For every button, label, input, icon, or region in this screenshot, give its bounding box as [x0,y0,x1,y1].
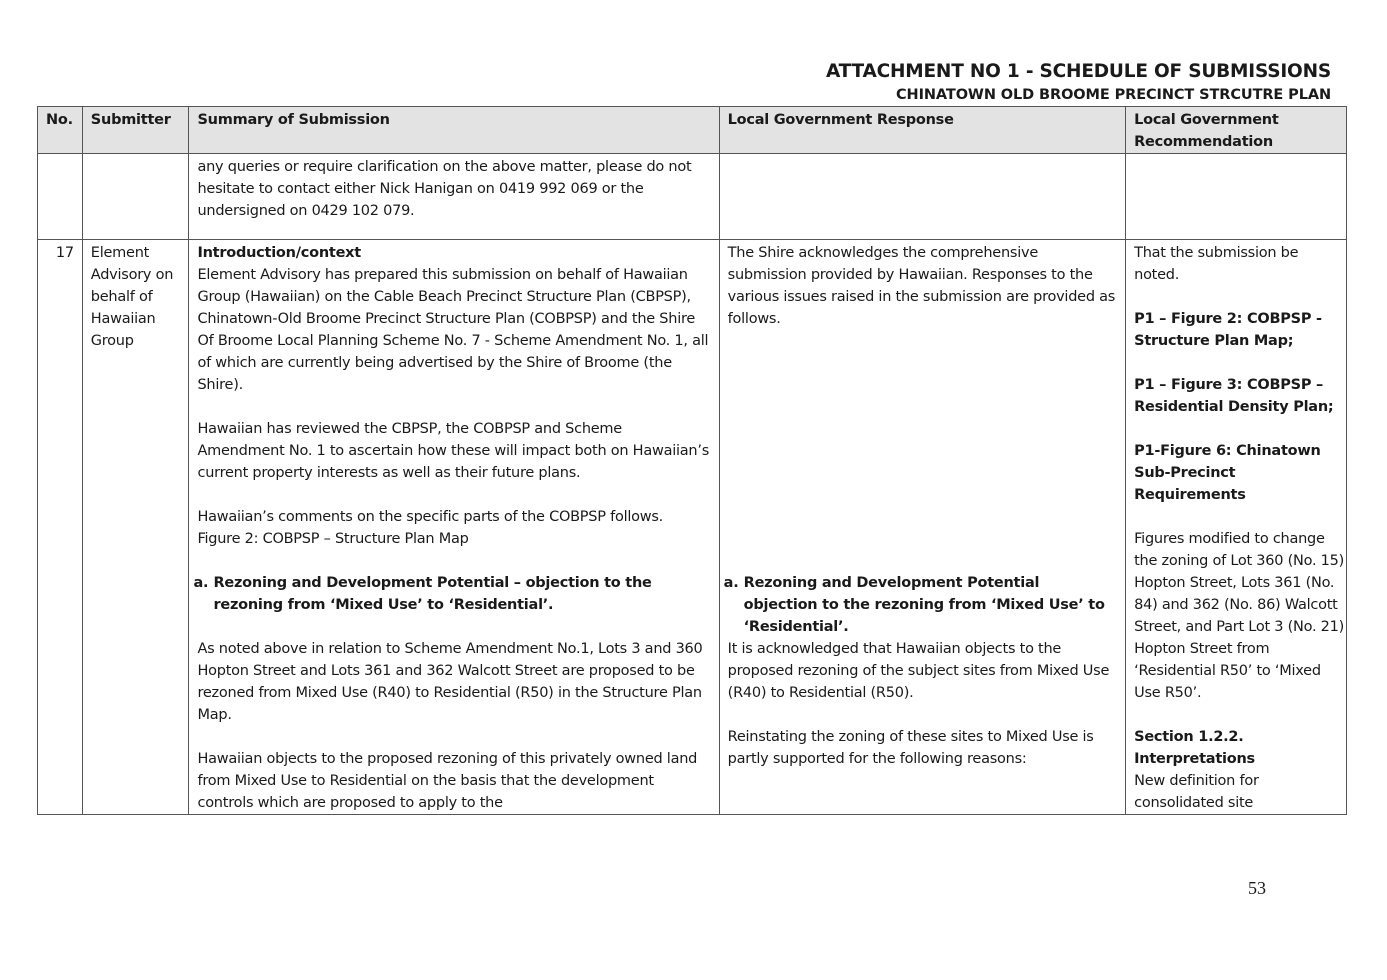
response-paragraph: Reinstating the zoning of these sites to Mixed Use is partly supported for the following reasons: [727,729,1094,767]
cell-response [719,154,1125,240]
submissions-table [37,106,1347,815]
column-header-no: No. [38,107,83,154]
recommendation-text: New definition for consolidated site [1134,773,1259,811]
summary-item-a [193,572,710,616]
summary-figure-reference: Figure 2: COBPSP – Structure Plan Map [197,531,469,547]
summary-text: any queries or require clarification on the above matter, please do not hesitate to contact either Nick Hanigan on 0419 992 069 or the undersigned on 0429 102 079. [197,159,692,219]
table-row-continuation [38,154,1347,240]
response-paragraph: It is acknowledged that Hawaiian objects to the proposed rezoning of the subject sites from Mixed Use (R40) to Residential (R50). [727,641,1110,701]
submitter-name: Element Advisory on behalf of Hawaiian Group [82,240,189,815]
column-header-response: Local Government Response [719,107,1125,154]
recommendation-figure-3: P1 – Figure 3: COBPSP – Residential Density Plan; [1134,377,1334,415]
recommendation-figure-2: P1 – Figure 2: COBPSP - Structure Plan Map; [1134,311,1322,349]
summary-item-heading: Rezoning and Development Potential – objection to the rezoning from ‘Mixed Use’ to ‘Residential’. [213,575,652,613]
cell-recommendation [1126,240,1347,815]
table-header-row [38,107,1347,154]
summary-paragraph: Hawaiian’s comments on the specific parts of the COBPSP follows. [197,509,664,525]
cell-summary [189,154,719,240]
summary-heading: Introduction/context [197,245,361,261]
summary-paragraph: As noted above in relation to Scheme Amendment No.1, Lots 3 and 360 Hopton Street and Lots 361 and 362 Walcott Street are proposed to be rezoned from Mixed Use (R40) to Residential (R50) in the Structure Plan Map. [197,641,703,723]
cell-response [719,240,1125,815]
column-header-recommendation: Local Government Recommendation [1126,107,1347,154]
recommendation-text: Figures modified to change the zoning of Lot 360 (No. 15) Hopton Street, Lots 361 (No. 84) and 362 (No. 86) Walcott Street, and Part Lot 3 (No. 21) Hopton Street from ‘Residential R50’ to ‘Mixed Use R50’. [1134,531,1345,701]
list-marker: a. [723,575,739,591]
submission-number: 17 [38,240,83,815]
document-title: ATTACHMENT NO 1 - SCHEDULE OF SUBMISSIONS [825,61,1331,82]
page-number: 53 [1248,878,1266,898]
recommendation-section-heading: Section 1.2.2. Interpretations [1134,729,1255,767]
list-marker: a. [193,575,209,591]
response-item-heading: Rezoning and Development Potential objection to the rezoning from ‘Mixed Use’ to ‘Residential’. [743,575,1105,635]
table-row-17 [38,240,1347,815]
cell-summary [189,240,719,815]
document-subtitle: CHINATOWN OLD BROOME PRECINCT STRCUTRE PLAN [896,87,1331,103]
response-item-a [723,572,1117,638]
summary-paragraph: Hawaiian has reviewed the CBPSP, the COBPSP and Scheme Amendment No. 1 to ascertain how these will impact both on Hawaiian’s current property interests as well as their future plans. [197,421,710,481]
recommendation-figure-6: P1-Figure 6: Chinatown Sub-Precinct Requirements [1134,443,1321,503]
summary-paragraph: Hawaiian objects to the proposed rezoning of this privately owned land from Mixed Use to Residential on the basis that the development controls which are proposed to apply to the [197,751,698,811]
summary-paragraph: Element Advisory has prepared this submission on behalf of Hawaiian Group (Hawaiian) on the Cable Beach Precinct Structure Plan (CBPSP), Chinatown-Old Broome Precinct Structure Plan (COBPSP) and the Shire Of Broome Local Planning Scheme No. 7 - Scheme Amendment No. 1, all of which are currently being advertised by the Shire of Broome (the Shire). [197,267,709,393]
column-header-summary: Summary of Submission [189,107,719,154]
recommendation-text: That the submission be noted. [1134,245,1299,283]
cell-recommendation [1126,154,1347,240]
column-header-submitter: Submitter [82,107,189,154]
response-paragraph: The Shire acknowledges the comprehensive submission provided by Hawaiian. Responses to the various issues raised in the submission are provided as follows. [727,245,1116,327]
cell-submitter [82,154,189,240]
cell-no [38,154,83,240]
